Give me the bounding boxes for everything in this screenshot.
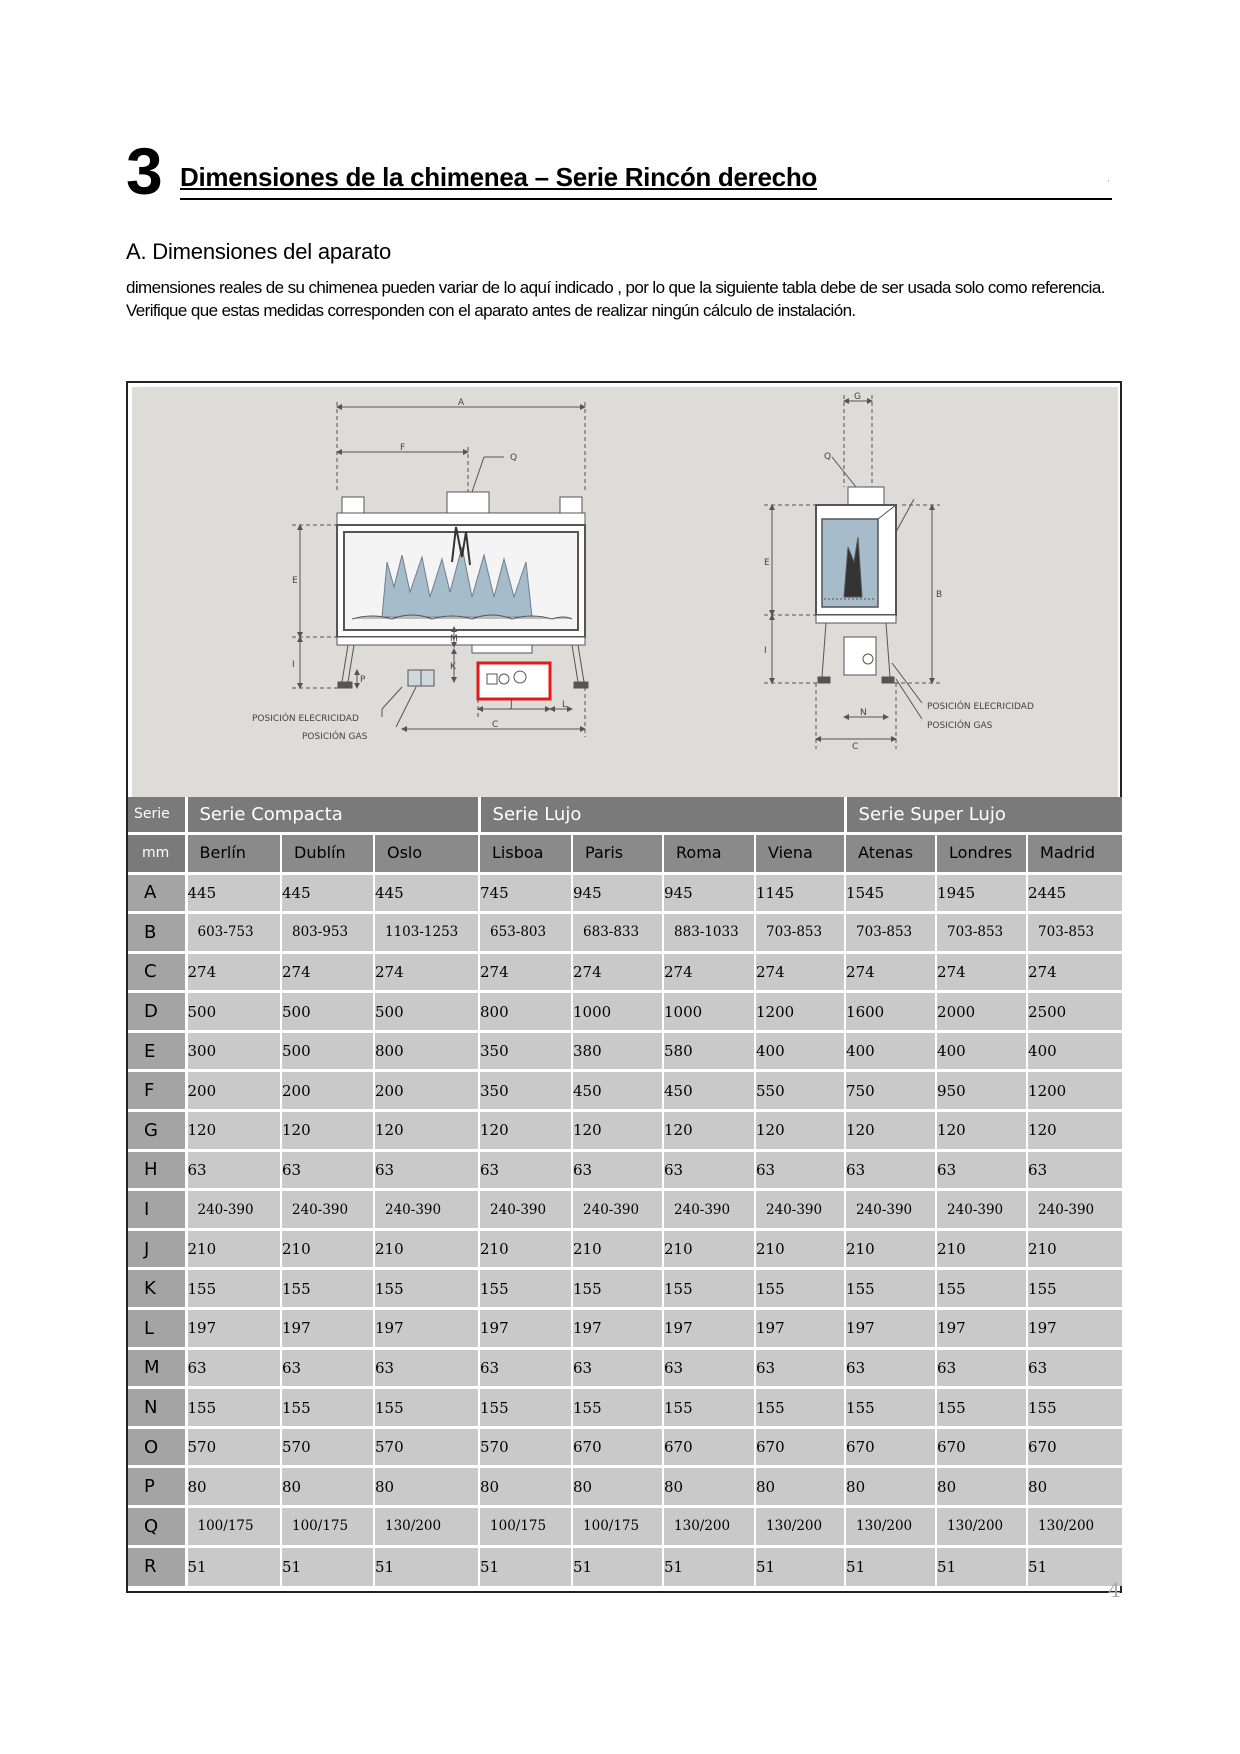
table-cell: 120: [479, 1111, 572, 1151]
table-cell: 570: [374, 1427, 479, 1467]
table-cell: 703-853: [936, 913, 1027, 953]
table-cell: 155: [845, 1388, 936, 1428]
table-cell: 120: [663, 1111, 755, 1151]
table-cell: 240-390: [186, 1190, 281, 1230]
table-cell: 450: [572, 1071, 663, 1111]
table-cell: 120: [186, 1111, 281, 1151]
table-cell: 745: [479, 873, 572, 913]
table-cell: 197: [936, 1309, 1027, 1349]
table-cell: 63: [755, 1150, 845, 1190]
table-cell: 80: [374, 1467, 479, 1507]
table-cell: 155: [374, 1388, 479, 1428]
dim-label-e-side: E: [764, 558, 770, 568]
table-cell: 130/200: [1027, 1507, 1122, 1547]
dim-label-c: C: [492, 720, 499, 730]
table-cell: 197: [572, 1309, 663, 1349]
model-header: Paris: [572, 833, 663, 873]
table-cell: 240-390: [1027, 1190, 1122, 1230]
table-cell: 51: [186, 1546, 281, 1586]
table-cell: 950: [936, 1071, 1027, 1111]
table-cell: 130/200: [845, 1507, 936, 1547]
mm-label: mm: [128, 833, 186, 873]
table-cell: 445: [186, 873, 281, 913]
table-cell: 400: [936, 1031, 1027, 1071]
table-cell: 670: [845, 1427, 936, 1467]
table-cell: 210: [186, 1229, 281, 1269]
table-cell: 1545: [845, 873, 936, 913]
table-cell: 63: [1027, 1150, 1122, 1190]
table-cell: 51: [755, 1546, 845, 1586]
table-cell: 274: [755, 952, 845, 992]
table-cell: 210: [663, 1229, 755, 1269]
table-cell: 500: [374, 992, 479, 1032]
table-cell: 80: [572, 1467, 663, 1507]
table-cell: 51: [663, 1546, 755, 1586]
table-cell: 51: [845, 1546, 936, 1586]
table-cell: 120: [1027, 1111, 1122, 1151]
table-cell: 653-803: [479, 913, 572, 953]
dim-label-f: F: [400, 443, 406, 453]
page-number: 4: [1108, 1578, 1121, 1602]
table-row: [128, 952, 1122, 992]
table-cell: 603-753: [186, 913, 281, 953]
dim-label-i-side: I: [764, 646, 767, 656]
dim-label-i: I: [292, 660, 295, 670]
table-cell: 274: [374, 952, 479, 992]
table-cell: 1000: [572, 992, 663, 1032]
table-cell: 63: [663, 1348, 755, 1388]
table-cell: 51: [281, 1546, 374, 1586]
table-cell: 155: [281, 1388, 374, 1428]
table-cell: 210: [374, 1229, 479, 1269]
dim-label-q: Q: [510, 453, 518, 463]
table-cell: 210: [845, 1229, 936, 1269]
side-gas-label: POSICIÓN GAS: [927, 721, 993, 731]
table-cell: 703-853: [845, 913, 936, 953]
dimensions-frame: [126, 381, 1122, 1593]
table-cell: 570: [186, 1427, 281, 1467]
table-row: [128, 1309, 1122, 1349]
dim-label-p: P: [360, 675, 366, 685]
table-cell: 210: [572, 1229, 663, 1269]
dimensions-table: [128, 797, 1122, 1586]
table-row: [128, 1348, 1122, 1388]
table-cell: 63: [845, 1348, 936, 1388]
model-header: Dublín: [281, 833, 374, 873]
table-cell: 63: [186, 1150, 281, 1190]
table-cell: 210: [936, 1229, 1027, 1269]
model-header: Londres: [936, 833, 1027, 873]
table-cell: 274: [936, 952, 1027, 992]
table-cell: 2000: [936, 992, 1027, 1032]
row-key: M: [128, 1348, 186, 1388]
row-key: N: [128, 1388, 186, 1428]
table-cell: 100/175: [281, 1507, 374, 1547]
table-cell: 1600: [845, 992, 936, 1032]
table-cell: 63: [936, 1150, 1027, 1190]
group-header-lujo: Serie Lujo: [479, 797, 845, 833]
table-cell: 210: [1027, 1229, 1122, 1269]
table-cell: 274: [1027, 952, 1122, 992]
table-cell: 274: [281, 952, 374, 992]
table-cell: 450: [663, 1071, 755, 1111]
table-row: [128, 1507, 1122, 1547]
table-cell: 500: [186, 992, 281, 1032]
table-cell: 500: [281, 992, 374, 1032]
row-key: I: [128, 1190, 186, 1230]
table-cell: 130/200: [936, 1507, 1027, 1547]
chapter-number: 3: [126, 134, 163, 208]
table-cell: 1103-1253: [374, 913, 479, 953]
model-header: Atenas: [845, 833, 936, 873]
row-key: A: [128, 873, 186, 913]
table-cell: 803-953: [281, 913, 374, 953]
table-cell: 63: [1027, 1348, 1122, 1388]
model-header: Oslo: [374, 833, 479, 873]
table-cell: 51: [374, 1546, 479, 1586]
table-cell: 130/200: [755, 1507, 845, 1547]
table-cell: 63: [281, 1348, 374, 1388]
table-cell: 240-390: [374, 1190, 479, 1230]
table-cell: 130/200: [374, 1507, 479, 1547]
table-cell: 550: [755, 1071, 845, 1111]
table-cell: 1000: [663, 992, 755, 1032]
table-cell: 197: [755, 1309, 845, 1349]
table-cell: 155: [845, 1269, 936, 1309]
table-cell: 400: [755, 1031, 845, 1071]
table-cell: 155: [1027, 1269, 1122, 1309]
model-header: Berlín: [186, 833, 281, 873]
row-key: D: [128, 992, 186, 1032]
intro-paragraph: dimensiones reales de su chimenea pueden variar de lo aquí indicado , por lo que la siguiente tabla debe de ser usada solo como referencia. Verifique que estas medidas corresponden con el aparato antes de realizar ningún cálculo de instalación.: [126, 278, 1105, 320]
table-cell: 350: [479, 1031, 572, 1071]
table-cell: 210: [479, 1229, 572, 1269]
table-cell: 240-390: [572, 1190, 663, 1230]
table-cell: 580: [663, 1031, 755, 1071]
front-electricity-label: POSICIÓN ELECRICIDAD: [252, 714, 359, 724]
table-row: [128, 992, 1122, 1032]
row-key: O: [128, 1427, 186, 1467]
table-cell: 200: [186, 1071, 281, 1111]
table-cell: 51: [572, 1546, 663, 1586]
table-cell: 274: [479, 952, 572, 992]
dim-label-m: M: [450, 634, 458, 644]
fireplace-technical-drawing: [132, 387, 1118, 799]
table-cell: 120: [936, 1111, 1027, 1151]
chapter-title: Dimensiones de la chimenea – Serie Rincón derecho: [180, 164, 1112, 200]
table-cell: 670: [936, 1427, 1027, 1467]
table-cell: 63: [572, 1150, 663, 1190]
table-cell: 63: [663, 1150, 755, 1190]
table-cell: 155: [663, 1388, 755, 1428]
table-cell: 197: [186, 1309, 281, 1349]
table-cell: 155: [572, 1269, 663, 1309]
table-cell: 120: [845, 1111, 936, 1151]
table-cell: 240-390: [479, 1190, 572, 1230]
table-cell: 63: [572, 1348, 663, 1388]
table-cell: 200: [374, 1071, 479, 1111]
table-cell: 120: [374, 1111, 479, 1151]
table-cell: 80: [186, 1467, 281, 1507]
table-cell: 197: [479, 1309, 572, 1349]
table-cell: 670: [1027, 1427, 1122, 1467]
table-cell: 80: [663, 1467, 755, 1507]
row-key: G: [128, 1111, 186, 1151]
table-cell: 155: [186, 1269, 281, 1309]
table-cell: 155: [663, 1269, 755, 1309]
table-cell: 120: [755, 1111, 845, 1151]
table-cell: 120: [281, 1111, 374, 1151]
table-cell: 300: [186, 1031, 281, 1071]
table-cell: 210: [281, 1229, 374, 1269]
table-cell: 155: [936, 1269, 1027, 1309]
table-cell: 155: [479, 1388, 572, 1428]
table-row: [128, 1190, 1122, 1230]
table-cell: 100/175: [572, 1507, 663, 1547]
table-cell: 274: [186, 952, 281, 992]
table-cell: 197: [374, 1309, 479, 1349]
table-cell: 80: [936, 1467, 1027, 1507]
table-cell: 2500: [1027, 992, 1122, 1032]
series-header-row: [128, 797, 1122, 833]
table-row: [128, 1388, 1122, 1428]
table-cell: 80: [479, 1467, 572, 1507]
table-cell: 500: [281, 1031, 374, 1071]
table-cell: 240-390: [281, 1190, 374, 1230]
table-cell: 155: [281, 1269, 374, 1309]
group-header-super-lujo: Serie Super Lujo: [845, 797, 1122, 833]
table-cell: 155: [755, 1388, 845, 1428]
table-cell: 570: [281, 1427, 374, 1467]
table-cell: 155: [755, 1269, 845, 1309]
table-cell: 210: [755, 1229, 845, 1269]
table-cell: 51: [479, 1546, 572, 1586]
table-cell: 670: [572, 1427, 663, 1467]
table-row: [128, 1150, 1122, 1190]
table-cell: 750: [845, 1071, 936, 1111]
table-cell: 1200: [1027, 1071, 1122, 1111]
table-cell: 63: [281, 1150, 374, 1190]
table-cell: 197: [281, 1309, 374, 1349]
table-cell: 800: [479, 992, 572, 1032]
dim-label-q-side: Q: [824, 452, 832, 462]
models-header-row: [128, 833, 1122, 873]
table-cell: 274: [845, 952, 936, 992]
section-title: A. Dimensiones del aparato: [126, 239, 392, 264]
table-cell: 945: [663, 873, 755, 913]
table-cell: 197: [1027, 1309, 1122, 1349]
table-row: [128, 873, 1122, 913]
dim-label-l: L: [562, 700, 568, 710]
table-cell: 670: [663, 1427, 755, 1467]
dim-label-a: A: [458, 398, 465, 408]
table-cell: 400: [845, 1031, 936, 1071]
technical-drawing-svg: [132, 387, 1118, 799]
table-cell: 155: [186, 1388, 281, 1428]
table-cell: 63: [479, 1348, 572, 1388]
front-gas-label: POSICIÓN GAS: [302, 732, 368, 742]
table-cell: 155: [374, 1269, 479, 1309]
group-header-compacta: Serie Compacta: [186, 797, 479, 833]
table-row: [128, 1229, 1122, 1269]
table-row: [128, 1269, 1122, 1309]
table-cell: 200: [281, 1071, 374, 1111]
row-key: K: [128, 1269, 186, 1309]
table-cell: 400: [1027, 1031, 1122, 1071]
dim-label-g: G: [854, 392, 861, 402]
table-cell: 240-390: [755, 1190, 845, 1230]
row-key: C: [128, 952, 186, 992]
table-cell: 683-833: [572, 913, 663, 953]
table-cell: 703-853: [755, 913, 845, 953]
table-cell: 670: [755, 1427, 845, 1467]
table-cell: 155: [1027, 1388, 1122, 1428]
table-cell: 1945: [936, 873, 1027, 913]
row-key: L: [128, 1309, 186, 1349]
row-key: R: [128, 1546, 186, 1586]
table-cell: 100/175: [479, 1507, 572, 1547]
dim-label-b: B: [936, 590, 943, 600]
model-header: Lisboa: [479, 833, 572, 873]
side-electricity-label: POSICIÓN ELECRICIDAD: [927, 702, 1034, 712]
table-row: [128, 1546, 1122, 1586]
model-header: Roma: [663, 833, 755, 873]
table-cell: 240-390: [936, 1190, 1027, 1230]
table-cell: 1145: [755, 873, 845, 913]
table-cell: 63: [845, 1150, 936, 1190]
row-key: E: [128, 1031, 186, 1071]
table-cell: 445: [374, 873, 479, 913]
row-key: J: [128, 1229, 186, 1269]
table-cell: 63: [186, 1348, 281, 1388]
table-cell: 350: [479, 1071, 572, 1111]
table-cell: 945: [572, 873, 663, 913]
table-cell: 155: [936, 1388, 1027, 1428]
table-cell: 883-1033: [663, 913, 755, 953]
table-cell: 130/200: [663, 1507, 755, 1547]
table-cell: 197: [663, 1309, 755, 1349]
table-cell: 197: [845, 1309, 936, 1349]
table-cell: 274: [572, 952, 663, 992]
dim-label-k: K: [450, 662, 456, 672]
table-cell: 80: [281, 1467, 374, 1507]
model-header: Viena: [755, 833, 845, 873]
table-row: [128, 1467, 1122, 1507]
dim-label-j: J: [510, 700, 513, 710]
model-header: Madrid: [1027, 833, 1122, 873]
table-row: [128, 913, 1122, 953]
table-cell: 63: [374, 1150, 479, 1190]
table-cell: 63: [755, 1348, 845, 1388]
table-cell: 800: [374, 1031, 479, 1071]
row-key: F: [128, 1071, 186, 1111]
table-cell: 80: [1027, 1467, 1122, 1507]
table-cell: 703-853: [1027, 913, 1122, 953]
table-cell: 445: [281, 873, 374, 913]
table-cell: 155: [572, 1388, 663, 1428]
row-key: H: [128, 1150, 186, 1190]
table-cell: 120: [572, 1111, 663, 1151]
row-key: Q: [128, 1507, 186, 1547]
table-cell: 240-390: [663, 1190, 755, 1230]
table-cell: 63: [936, 1348, 1027, 1388]
table-cell: 380: [572, 1031, 663, 1071]
row-key: P: [128, 1467, 186, 1507]
title-rule-tick: ': [1108, 180, 1110, 187]
table-cell: 80: [755, 1467, 845, 1507]
table-cell: 51: [936, 1546, 1027, 1586]
table-row: [128, 1031, 1122, 1071]
table-cell: 63: [374, 1348, 479, 1388]
table-cell: 274: [663, 952, 755, 992]
serie-label: Serie: [128, 797, 186, 833]
table-cell: 100/175: [186, 1507, 281, 1547]
table-cell: 1200: [755, 992, 845, 1032]
table-row: [128, 1111, 1122, 1151]
dim-label-n: N: [860, 708, 867, 718]
table-cell: 80: [845, 1467, 936, 1507]
table-cell: 51: [1027, 1546, 1122, 1586]
dim-label-e: E: [292, 576, 298, 586]
dim-label-c-side: C: [852, 742, 859, 752]
table-cell: 570: [479, 1427, 572, 1467]
table-row: [128, 1427, 1122, 1467]
row-key: B: [128, 913, 186, 953]
table-cell: 63: [479, 1150, 572, 1190]
table-cell: 155: [479, 1269, 572, 1309]
table-cell: 240-390: [845, 1190, 936, 1230]
table-cell: 2445: [1027, 873, 1122, 913]
table-row: [128, 1071, 1122, 1111]
